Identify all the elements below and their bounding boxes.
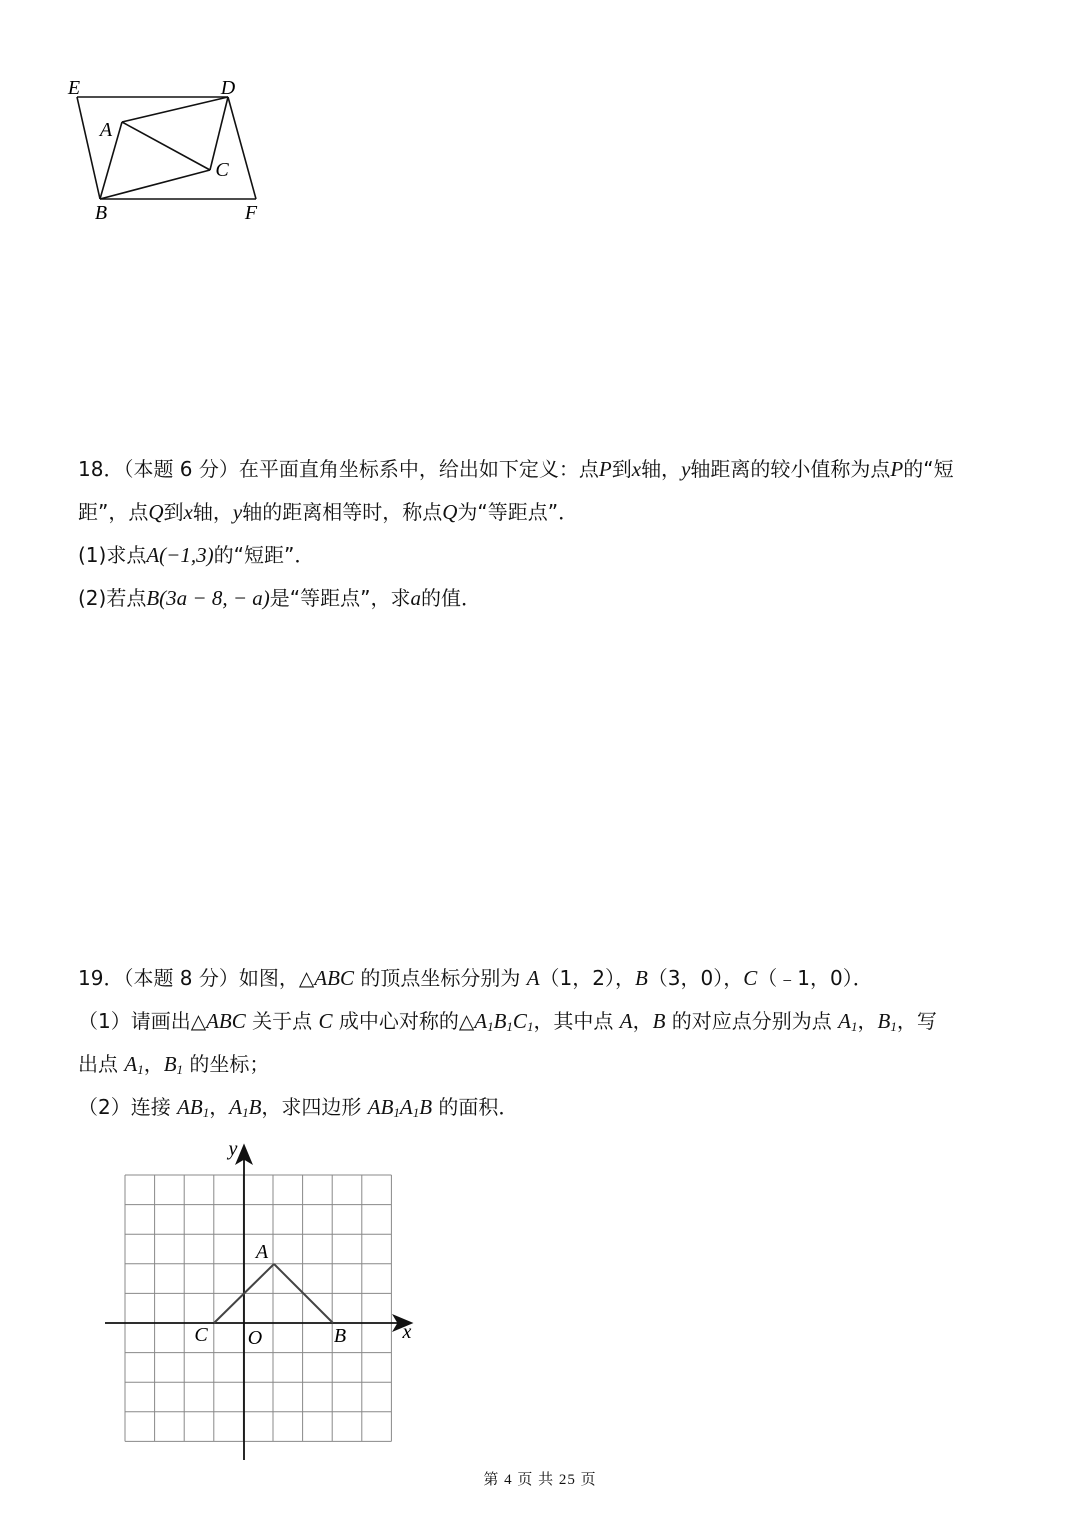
coordinate-grid-figure	[100, 1135, 420, 1465]
q18-score: （本题 6 分）	[123, 457, 239, 481]
axis-label-y: y	[228, 1138, 238, 1160]
q19-number: 19．	[78, 966, 124, 990]
label-B: B	[94, 202, 108, 224]
axis-label-x: x	[402, 1321, 412, 1343]
q19-line1: 19．（本题 8 分）如图，△ABC 的顶点坐标分别为 A（1，2），B（3，0），C（﹣1，0）．	[78, 966, 873, 990]
segment-AD	[122, 97, 228, 122]
label-A: A	[99, 119, 113, 141]
q19-part2: （2）连接 $AB_1$，$A_1B$，求四边形 $AB_1A_1B$ 的面积．	[78, 1095, 519, 1120]
label-F: F	[244, 202, 258, 224]
label-C: C	[194, 1324, 208, 1346]
q18-part2: (2)若点B(3a − 8, − a)是“等距点”，求a的值．	[78, 586, 481, 610]
q19-part1-line2: 出点 $A_1$，$B_1$ 的坐标；	[78, 1052, 270, 1077]
label-A: A	[255, 1241, 269, 1263]
q18-number: 18．	[78, 457, 124, 481]
segment-AC	[122, 122, 210, 170]
grid-lines	[125, 1175, 391, 1441]
page-footer: 第 4 页 共 25 页	[483, 1472, 597, 1488]
segment-EB	[77, 97, 100, 199]
q18-part1: (1)求点A(−1,3)的“短距”．	[78, 543, 315, 567]
label-E: E	[67, 77, 81, 99]
q18-line2: 距”，点Q到x轴，y轴的距离相等时，称点Q为“等距点”．	[78, 500, 579, 524]
q19-score: （本题 8 分）	[123, 966, 239, 990]
segment-DF	[228, 97, 256, 199]
label-O: O	[247, 1327, 263, 1349]
segment-BC	[100, 170, 210, 199]
label-C: C	[215, 159, 229, 181]
label-B: B	[333, 1325, 347, 1347]
parallelogram-figure	[60, 70, 290, 230]
q19-part1-line1: （1）请画出△ABC 关于点 C 成中心对称的$\triangle A_1B_1C_1$，其中点 A，B 的对应点分别为点 $A_1$，$B_1$，写	[78, 1009, 937, 1034]
label-D: D	[220, 77, 236, 99]
q18-line1: 18．（本题 6 分）在平面直角坐标系中，给出如下定义：点P到x轴，y轴距离的较小值称为点P的“短	[78, 457, 954, 481]
